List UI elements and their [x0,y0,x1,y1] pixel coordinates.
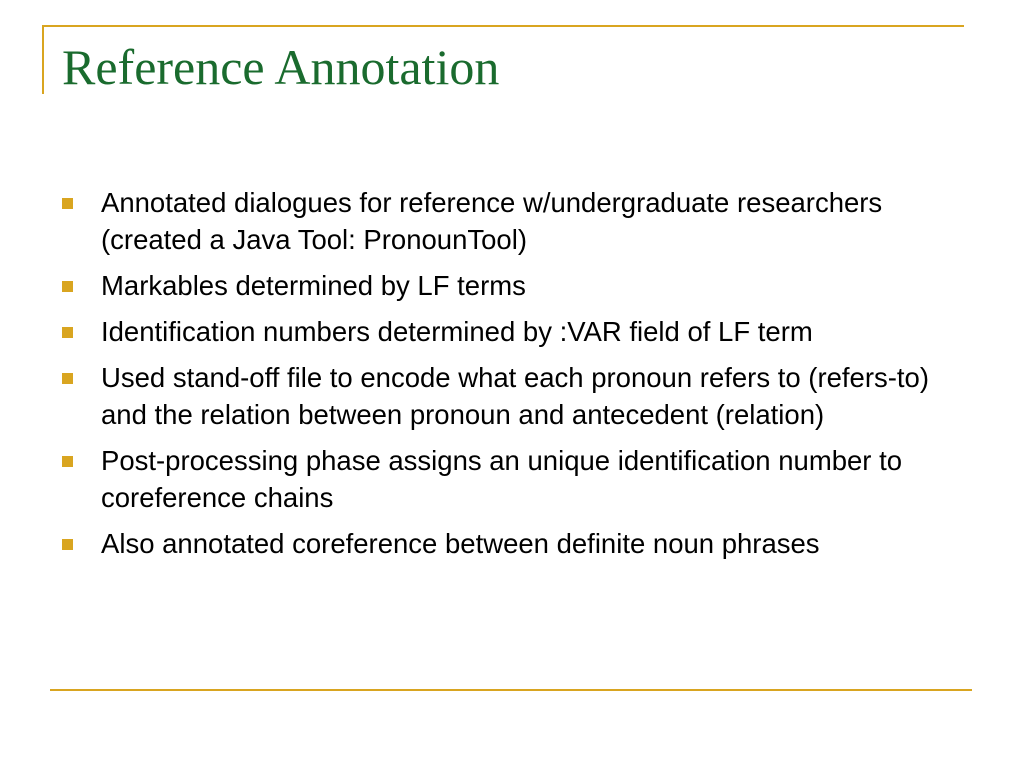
bullet-item [62,313,962,350]
bullet-item [62,359,962,433]
bullet-item [62,184,962,258]
square-bullet-icon [62,373,73,384]
bullet-text: Markables determined by LF terms [101,270,526,301]
bullet-list [62,184,962,571]
slide-title: Reference Annotation [62,39,500,95]
bullet-text: Identification numbers determined by :VAR field of LF term [101,316,813,347]
square-bullet-icon [62,198,73,209]
square-bullet-icon [62,281,73,292]
square-bullet-icon [62,539,73,550]
bottom-rule [50,689,972,691]
bullet-text: Post-processing phase assigns an unique identification number to coreference chains [101,445,903,513]
bullet-item [62,442,962,516]
bullet-item [62,267,962,304]
bullet-text: Used stand-off file to encode what each pronoun refers to (refers-to) and the relation between pronoun and antecedent (relation) [101,362,929,430]
bullet-text: Annotated dialogues for reference w/undergraduate researchers (created a Java Tool: PronounTool) [101,187,883,255]
square-bullet-icon [62,456,73,467]
title-frame-left-rule [42,26,44,94]
bullet-text: Also annotated coreference between definite noun phrases [101,528,820,559]
square-bullet-icon [62,327,73,338]
bullet-item [62,525,962,562]
title-frame-top-rule [42,25,964,27]
